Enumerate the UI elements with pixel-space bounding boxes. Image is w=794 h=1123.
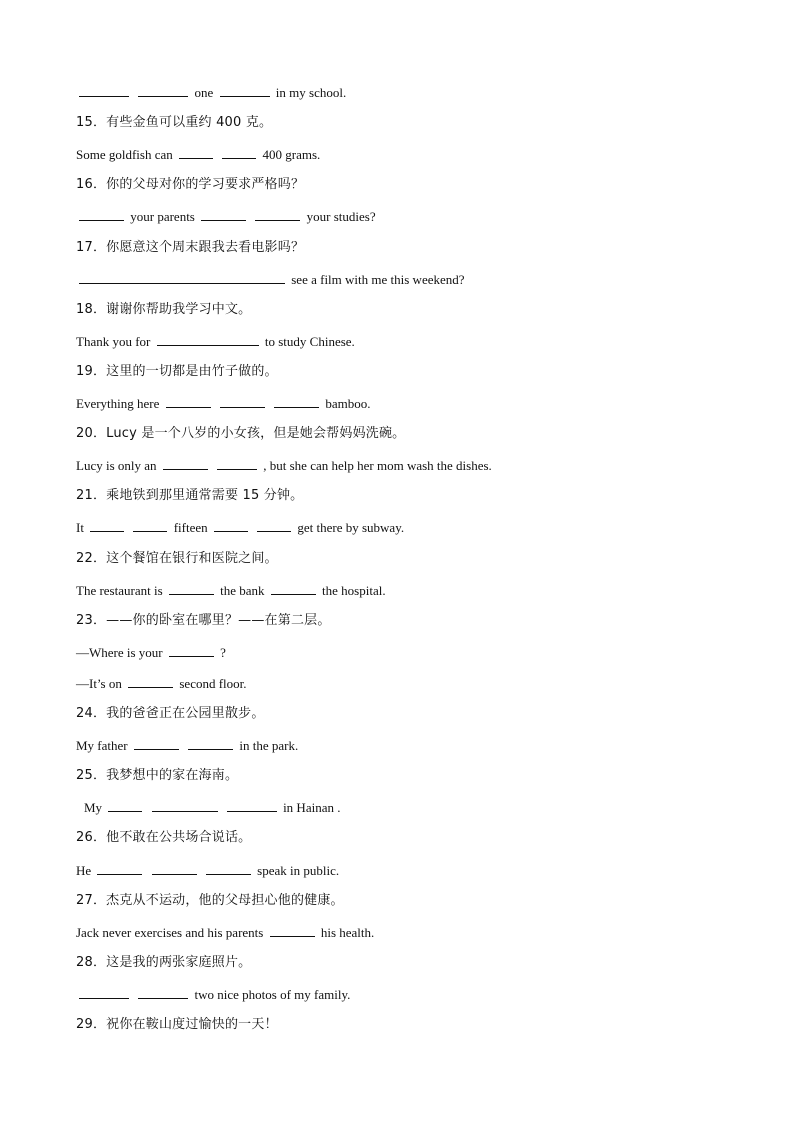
question-prompt bbox=[76, 302, 251, 318]
answer-sentence bbox=[76, 519, 404, 536]
sentence-text: 15．有些金鱼可以重约 400 克。 bbox=[76, 115, 273, 131]
sentence-text: bamboo. bbox=[325, 396, 371, 411]
answer-sentence bbox=[76, 644, 226, 661]
answer-blank[interactable] bbox=[79, 986, 129, 999]
sentence-text: ? bbox=[220, 644, 226, 660]
sentence-text: —It’s on bbox=[76, 675, 122, 691]
question-prompt bbox=[76, 426, 405, 442]
sentence-text: Some goldfish can bbox=[76, 147, 173, 163]
sentence-text: 17．你愿意这个周末跟我去看电影吗？ bbox=[76, 239, 305, 255]
sentence-text: It bbox=[76, 520, 84, 536]
question-prompt bbox=[76, 955, 251, 971]
sentence-text: Everything here bbox=[76, 396, 160, 411]
answer-sentence bbox=[76, 84, 346, 101]
sentence-text: Lucy is only an bbox=[76, 458, 157, 474]
sentence-text: in the park. bbox=[239, 738, 299, 754]
sentence-text: 26．他不敢在公共场合说话。 bbox=[76, 830, 252, 846]
answer-blank[interactable] bbox=[206, 862, 251, 875]
answer-blank[interactable] bbox=[227, 799, 277, 812]
sentence-text: 25．我梦想中的家在海南。 bbox=[76, 768, 239, 784]
answer-blank[interactable] bbox=[166, 395, 211, 408]
answer-blank[interactable] bbox=[134, 737, 179, 750]
answer-sentence bbox=[84, 799, 340, 816]
question-prompt bbox=[76, 240, 304, 256]
answer-blank[interactable] bbox=[108, 799, 142, 812]
sentence-text: to study Chinese. bbox=[264, 333, 355, 349]
question-prompt bbox=[76, 613, 331, 629]
sentence-text: 27．杰克从不运动，他的父母担心他的健康。 bbox=[76, 892, 344, 908]
question-prompt bbox=[76, 706, 265, 722]
answer-sentence bbox=[76, 333, 355, 350]
answer-blank[interactable] bbox=[79, 84, 129, 97]
answer-blank[interactable] bbox=[220, 395, 265, 408]
sentence-text: the hospital. bbox=[322, 582, 386, 598]
sentence-text: your parents bbox=[130, 209, 195, 225]
answer-blank[interactable] bbox=[188, 737, 233, 750]
answer-sentence bbox=[76, 582, 386, 599]
answer-blank[interactable] bbox=[79, 271, 285, 284]
sentence-text: My bbox=[84, 800, 103, 816]
answer-blank[interactable] bbox=[274, 395, 319, 408]
sentence-text: 23．——你的卧室在哪里？——在第二层。 bbox=[76, 612, 331, 628]
answer-blank[interactable] bbox=[157, 333, 259, 346]
answer-sentence bbox=[76, 862, 339, 879]
answer-sentence bbox=[76, 457, 492, 474]
sentence-text: speak in public. bbox=[257, 862, 340, 878]
answer-blank[interactable] bbox=[138, 986, 188, 999]
sentence-text: in my school. bbox=[275, 85, 347, 100]
answer-blank[interactable] bbox=[97, 862, 142, 875]
answer-blank[interactable] bbox=[138, 84, 188, 97]
sentence-text: get there by subway. bbox=[297, 520, 405, 536]
sentence-text: the bank bbox=[220, 582, 265, 598]
sentence-text: 22．这个餐馆在银行和医院之间。 bbox=[76, 550, 278, 566]
answer-sentence bbox=[76, 271, 465, 288]
answer-blank[interactable] bbox=[255, 208, 300, 221]
sentence-text: one bbox=[194, 85, 214, 100]
answer-blank[interactable] bbox=[152, 799, 218, 812]
sentence-text: 29．祝你在鞍山度过愉快的一天！ bbox=[76, 1017, 278, 1032]
sentence-text: The restaurant is bbox=[76, 582, 163, 598]
answer-blank[interactable] bbox=[152, 862, 197, 875]
question-prompt bbox=[76, 364, 278, 380]
answer-blank[interactable] bbox=[90, 519, 124, 532]
answer-sentence bbox=[76, 146, 320, 163]
sentence-text: Jack never exercises and his parents bbox=[76, 924, 264, 940]
answer-sentence bbox=[76, 986, 350, 1003]
answer-blank[interactable] bbox=[179, 146, 213, 159]
sentence-text: your studies? bbox=[306, 209, 376, 225]
answer-sentence bbox=[76, 395, 371, 412]
answer-blank[interactable] bbox=[217, 457, 257, 470]
sentence-text: 28．这是我的两张家庭照片。 bbox=[76, 954, 252, 970]
question-prompt bbox=[76, 177, 304, 193]
sentence-text: second floor. bbox=[179, 675, 247, 691]
answer-blank[interactable] bbox=[214, 519, 248, 532]
sentence-text: his health. bbox=[320, 924, 375, 940]
question-prompt bbox=[76, 551, 278, 567]
answer-sentence bbox=[76, 737, 298, 754]
answer-sentence bbox=[76, 208, 376, 225]
answer-sentence bbox=[76, 675, 247, 692]
sentence-text: fifteen bbox=[173, 520, 208, 536]
question-prompt bbox=[76, 893, 344, 909]
answer-blank[interactable] bbox=[163, 457, 208, 470]
sentence-text: He bbox=[76, 862, 92, 878]
answer-blank[interactable] bbox=[169, 644, 214, 657]
sentence-text: in Hainan . bbox=[283, 800, 341, 816]
question-prompt bbox=[76, 115, 272, 131]
sentence-text: 16．你的父母对你的学习要求严格吗？ bbox=[76, 177, 305, 193]
answer-blank[interactable] bbox=[257, 519, 291, 532]
sentence-text: 400 grams. bbox=[262, 147, 321, 163]
sentence-text: 19．这里的一切都是由竹子做的。 bbox=[76, 363, 278, 379]
answer-blank[interactable] bbox=[220, 84, 270, 97]
sentence-text: 24．我的爸爸正在公园里散步。 bbox=[76, 706, 265, 721]
sentence-text: see a film with me this weekend? bbox=[291, 271, 465, 287]
answer-blank[interactable] bbox=[79, 208, 124, 221]
answer-blank[interactable] bbox=[201, 208, 246, 221]
answer-blank[interactable] bbox=[222, 146, 256, 159]
question-prompt bbox=[76, 768, 238, 784]
sentence-text: , but she can help her mom wash the dishes. bbox=[263, 458, 492, 474]
sentence-text: two nice photos of my family. bbox=[194, 986, 351, 1002]
answer-blank[interactable] bbox=[270, 924, 315, 937]
answer-blank[interactable] bbox=[133, 519, 167, 532]
sentence-text: 21．乘地铁到那里通常需要 15 分钟。 bbox=[76, 488, 304, 504]
answer-blank[interactable] bbox=[169, 582, 214, 595]
sentence-text: Thank you for bbox=[76, 333, 151, 349]
sentence-text: 20．Lucy 是一个八岁的小女孩，但是她会帮妈妈洗碗。 bbox=[76, 426, 406, 442]
question-prompt bbox=[76, 1017, 278, 1033]
answer-sentence bbox=[76, 924, 374, 941]
sentence-text: 18．谢谢你帮助我学习中文。 bbox=[76, 301, 252, 317]
question-prompt bbox=[76, 830, 251, 846]
answer-blank[interactable] bbox=[271, 582, 316, 595]
sentence-text: —Where is your bbox=[76, 644, 163, 660]
sentence-text: My father bbox=[76, 738, 128, 754]
question-prompt bbox=[76, 488, 303, 504]
answer-blank[interactable] bbox=[128, 675, 173, 688]
